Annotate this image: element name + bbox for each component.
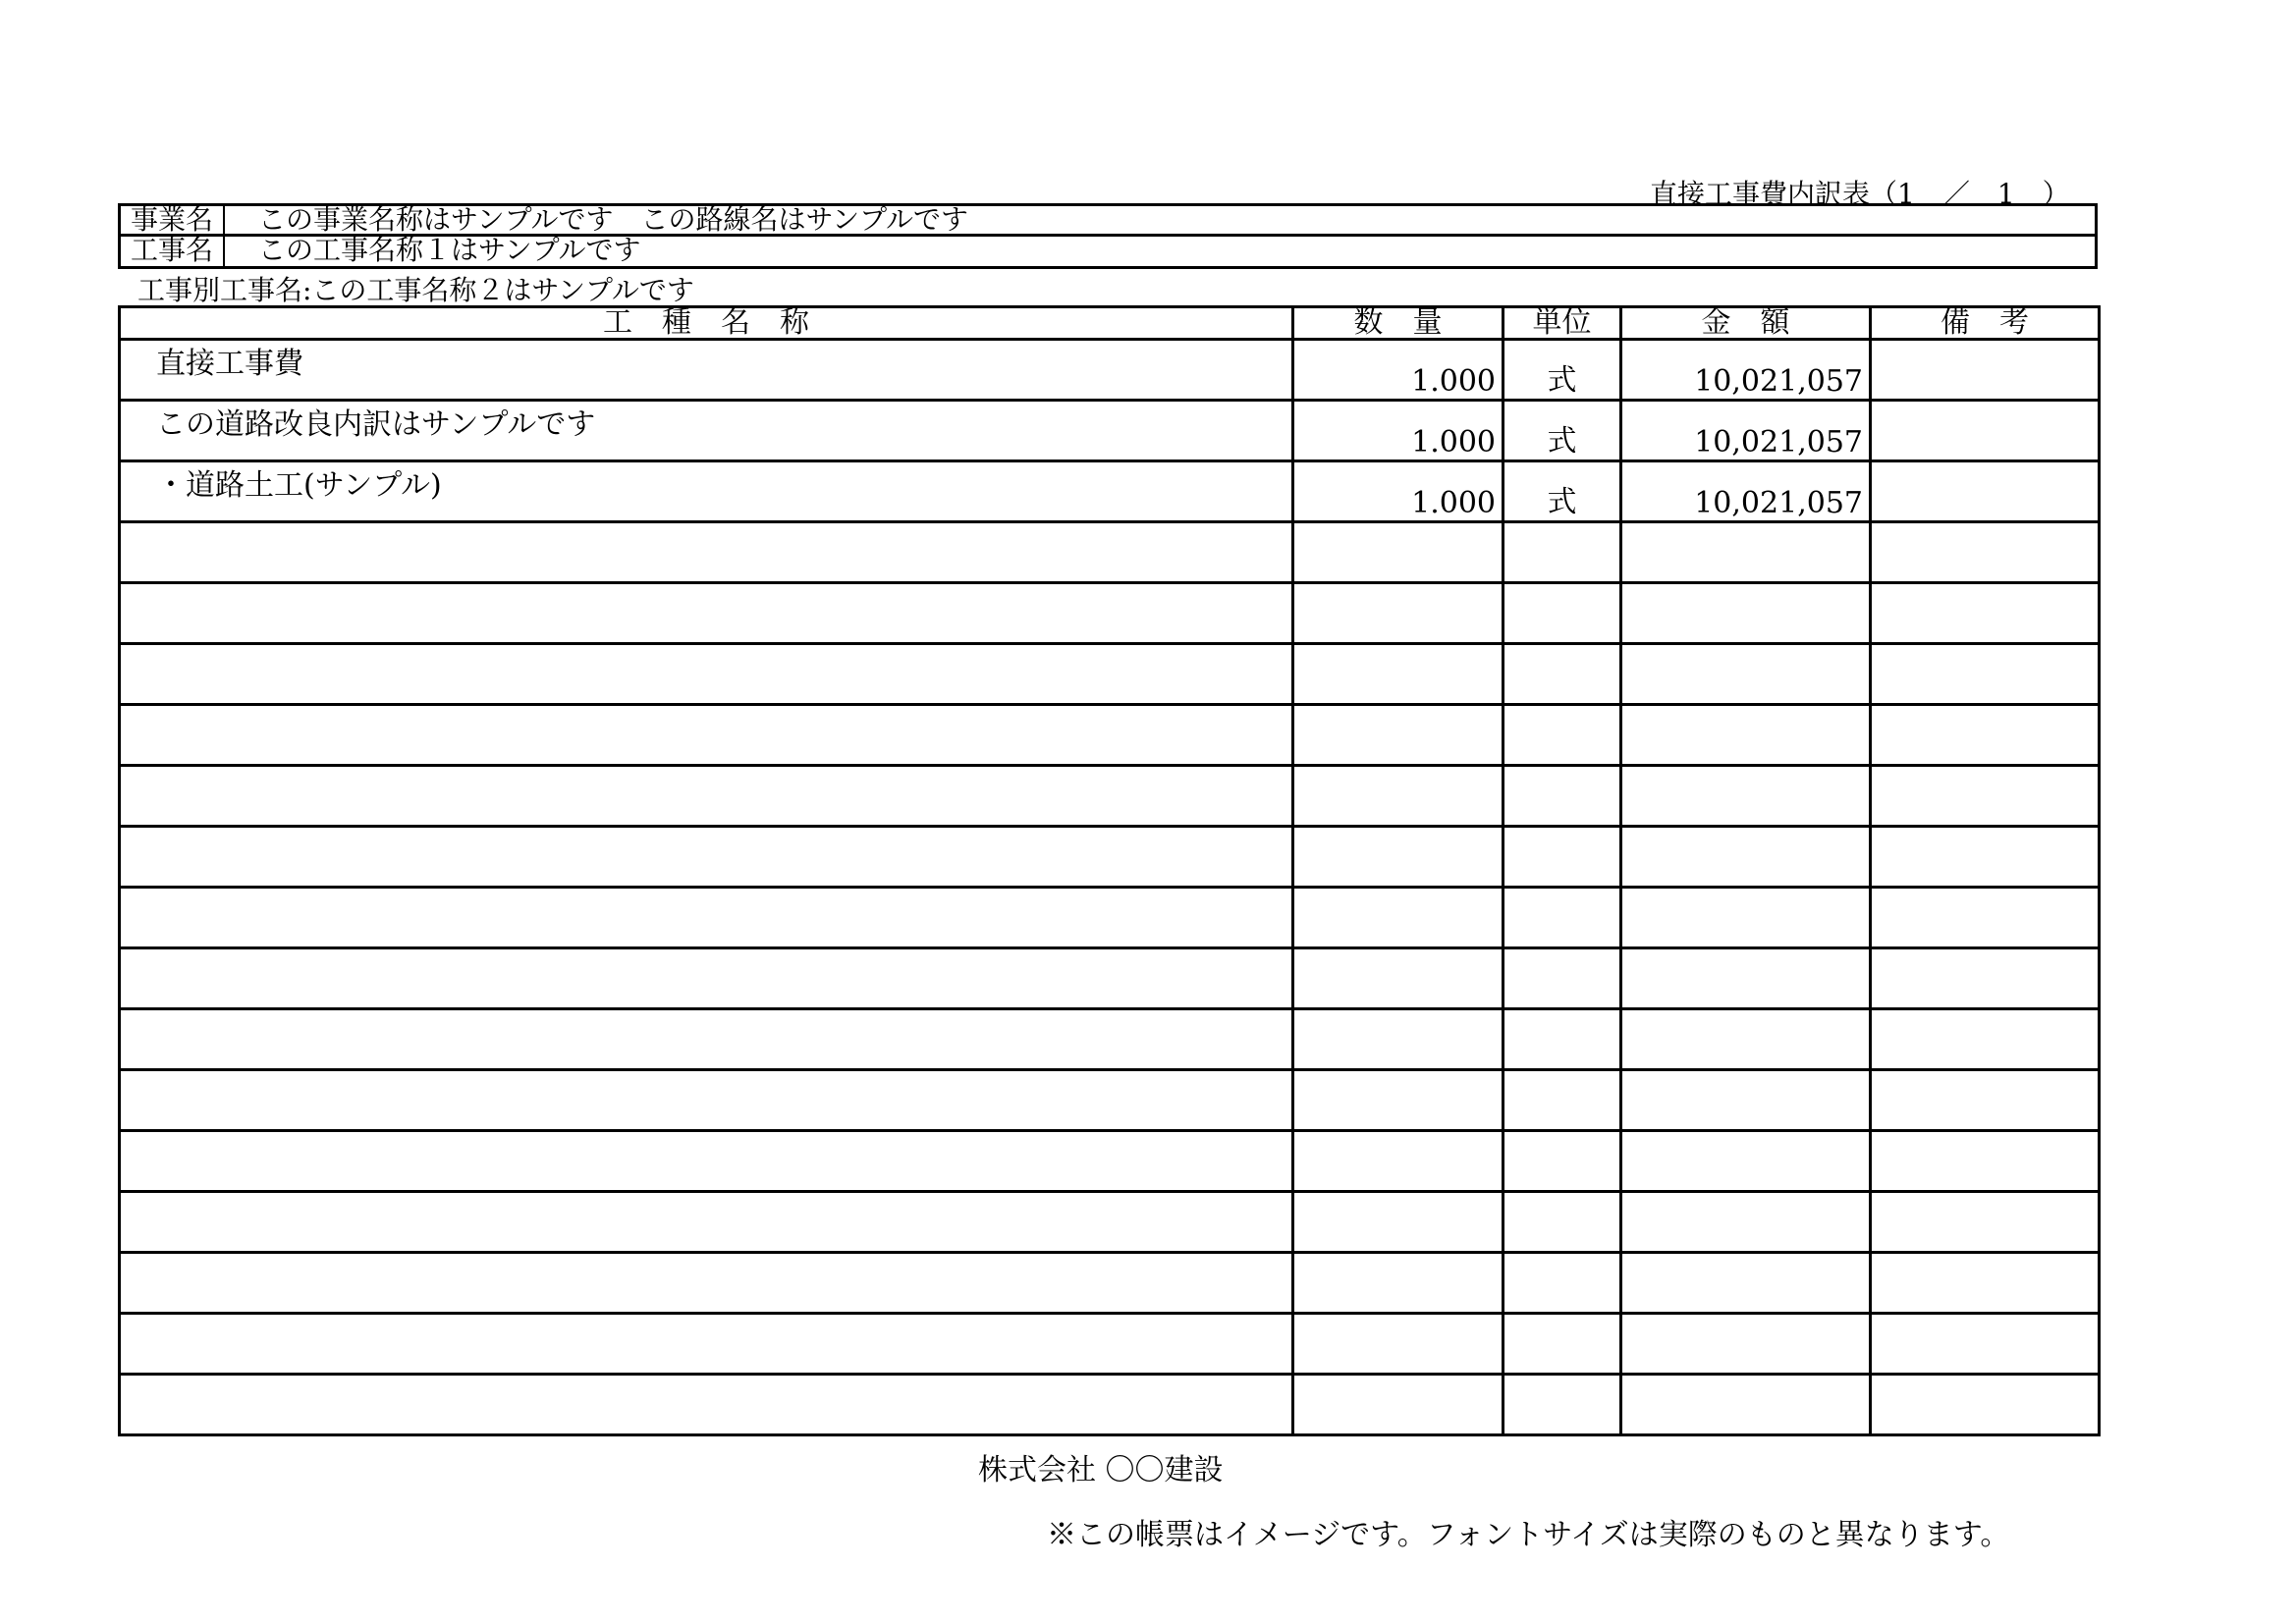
quantity-cell	[1293, 340, 1503, 401]
company-name: 株式会社 〇〇建設	[978, 1453, 1224, 1487]
document-title: 直接工事費内訳表（1 ／ 1 ）	[1650, 178, 2070, 210]
item-name-cell	[120, 1192, 1293, 1253]
business-name-value: この事業名称はサンプルです この路線名はサンプルです	[258, 203, 968, 236]
remarks-cell	[1871, 1314, 2100, 1375]
amount-cell	[1621, 766, 1871, 827]
header-remarks: 備 考	[1871, 307, 2100, 340]
header-item-name: 工 種 名 称	[120, 307, 1293, 340]
table-row	[120, 766, 2100, 827]
quantity-cell	[1293, 888, 1503, 948]
table-body	[120, 340, 2100, 1435]
remarks-cell	[1871, 705, 2100, 766]
unit-cell	[1503, 644, 1621, 705]
header-unit: 単位	[1503, 307, 1621, 340]
quantity-cell	[1293, 1070, 1503, 1131]
amount-cell	[1621, 948, 1871, 1009]
remarks-cell	[1871, 401, 2100, 461]
table-row	[120, 522, 2100, 583]
table-header-row	[120, 307, 2100, 340]
quantity-cell	[1293, 644, 1503, 705]
remarks-cell	[1871, 340, 2100, 401]
quantity-cell-text: 1.000	[1411, 425, 1496, 460]
amount-cell	[1621, 888, 1871, 948]
item-name-cell	[120, 461, 1293, 522]
item-name-cell	[120, 340, 1293, 401]
business-name-row	[118, 203, 2098, 237]
table-row	[120, 1070, 2100, 1131]
remarks-cell	[1871, 461, 2100, 522]
work-name-value: この工事名称１はサンプルです	[258, 234, 641, 266]
item-name-cell	[120, 1253, 1293, 1314]
item-name-cell	[120, 522, 1293, 583]
table-row	[120, 644, 2100, 705]
amount-cell	[1621, 1009, 1871, 1070]
amount-cell	[1621, 1375, 1871, 1435]
quantity-cell	[1293, 766, 1503, 827]
item-name-cell	[120, 1009, 1293, 1070]
remarks-cell	[1871, 1253, 2100, 1314]
item-name-cell-text: 直接工事費	[156, 347, 303, 381]
amount-cell	[1621, 583, 1871, 644]
unit-cell-text: 式	[1547, 485, 1577, 519]
remarks-cell	[1871, 1070, 2100, 1131]
unit-cell	[1503, 1192, 1621, 1253]
remarks-cell	[1871, 948, 2100, 1009]
item-name-cell	[120, 1131, 1293, 1192]
work-name-row	[118, 234, 2098, 269]
table-row	[120, 705, 2100, 766]
unit-cell	[1503, 583, 1621, 644]
item-name-cell	[120, 1070, 1293, 1131]
item-name-cell	[120, 705, 1293, 766]
item-name-cell-text: この道路改良内訳はサンプルです	[156, 407, 596, 442]
item-name-cell	[120, 401, 1293, 461]
quantity-cell	[1293, 705, 1503, 766]
amount-cell-text: 10,021,057	[1694, 364, 1863, 399]
item-name-cell	[120, 1375, 1293, 1435]
table-row	[120, 1253, 2100, 1314]
quantity-cell	[1293, 1131, 1503, 1192]
unit-cell	[1503, 827, 1621, 888]
table-row	[120, 340, 2100, 401]
amount-cell	[1621, 461, 1871, 522]
quantity-cell	[1293, 948, 1503, 1009]
unit-cell	[1503, 705, 1621, 766]
item-name-cell	[120, 827, 1293, 888]
unit-cell	[1503, 1070, 1621, 1131]
breakdown-table	[118, 305, 2101, 1436]
unit-cell	[1503, 1314, 1621, 1375]
amount-cell	[1621, 340, 1871, 401]
quantity-cell	[1293, 1375, 1503, 1435]
quantity-cell-text: 1.000	[1411, 486, 1496, 520]
remarks-cell	[1871, 1192, 2100, 1253]
unit-cell	[1503, 1131, 1621, 1192]
table-row	[120, 401, 2100, 461]
work-name-label: 工事名	[121, 237, 225, 266]
remarks-cell	[1871, 1131, 2100, 1192]
table-row	[120, 1192, 2100, 1253]
table-row	[120, 583, 2100, 644]
disclaimer-note: ※この帳票はイメージです。フォントサイズは実際のものと異なります。	[1047, 1518, 2010, 1552]
unit-cell	[1503, 401, 1621, 461]
item-name-cell	[120, 644, 1293, 705]
table-row	[120, 888, 2100, 948]
amount-cell	[1621, 401, 1871, 461]
unit-cell	[1503, 1253, 1621, 1314]
unit-cell	[1503, 948, 1621, 1009]
remarks-cell	[1871, 583, 2100, 644]
remarks-cell	[1871, 644, 2100, 705]
quantity-cell	[1293, 1009, 1503, 1070]
remarks-cell	[1871, 888, 2100, 948]
amount-cell	[1621, 827, 1871, 888]
unit-cell	[1503, 1009, 1621, 1070]
item-name-cell-text: ・道路土工(サンプル)	[156, 468, 442, 503]
remarks-cell	[1871, 522, 2100, 583]
remarks-cell	[1871, 1009, 2100, 1070]
quantity-cell	[1293, 522, 1503, 583]
amount-cell-text: 10,021,057	[1694, 486, 1863, 520]
unit-cell	[1503, 461, 1621, 522]
quantity-cell-text: 1.000	[1411, 364, 1496, 399]
remarks-cell	[1871, 766, 2100, 827]
amount-cell	[1621, 522, 1871, 583]
amount-cell-text: 10,021,057	[1694, 425, 1863, 460]
amount-cell	[1621, 1070, 1871, 1131]
unit-cell-text: 式	[1547, 424, 1577, 459]
business-name-label: 事業名	[121, 206, 225, 234]
table-row	[120, 461, 2100, 522]
table-row	[120, 1314, 2100, 1375]
item-name-cell	[120, 948, 1293, 1009]
quantity-cell	[1293, 461, 1503, 522]
unit-cell	[1503, 1375, 1621, 1435]
item-name-cell	[120, 583, 1293, 644]
remarks-cell	[1871, 1375, 2100, 1435]
quantity-cell	[1293, 1192, 1503, 1253]
unit-cell	[1503, 522, 1621, 583]
unit-cell-text: 式	[1547, 363, 1577, 398]
quantity-cell	[1293, 1253, 1503, 1314]
header-quantity: 数 量	[1293, 307, 1503, 340]
table-row	[120, 1375, 2100, 1435]
quantity-cell	[1293, 401, 1503, 461]
item-name-cell	[120, 888, 1293, 948]
amount-cell	[1621, 1314, 1871, 1375]
amount-cell	[1621, 1131, 1871, 1192]
quantity-cell	[1293, 827, 1503, 888]
item-name-cell	[120, 1314, 1293, 1375]
remarks-cell	[1871, 827, 2100, 888]
table-row	[120, 948, 2100, 1009]
sub-work-name: 工事別工事名:この工事名称２はサンプルです	[137, 274, 694, 306]
item-name-cell	[120, 766, 1293, 827]
table-row	[120, 827, 2100, 888]
quantity-cell	[1293, 583, 1503, 644]
amount-cell	[1621, 1192, 1871, 1253]
unit-cell	[1503, 340, 1621, 401]
table-row	[120, 1009, 2100, 1070]
amount-cell	[1621, 705, 1871, 766]
unit-cell	[1503, 888, 1621, 948]
unit-cell	[1503, 766, 1621, 827]
quantity-cell	[1293, 1314, 1503, 1375]
header-amount: 金 額	[1621, 307, 1871, 340]
table-row	[120, 1131, 2100, 1192]
amount-cell	[1621, 1253, 1871, 1314]
amount-cell	[1621, 644, 1871, 705]
